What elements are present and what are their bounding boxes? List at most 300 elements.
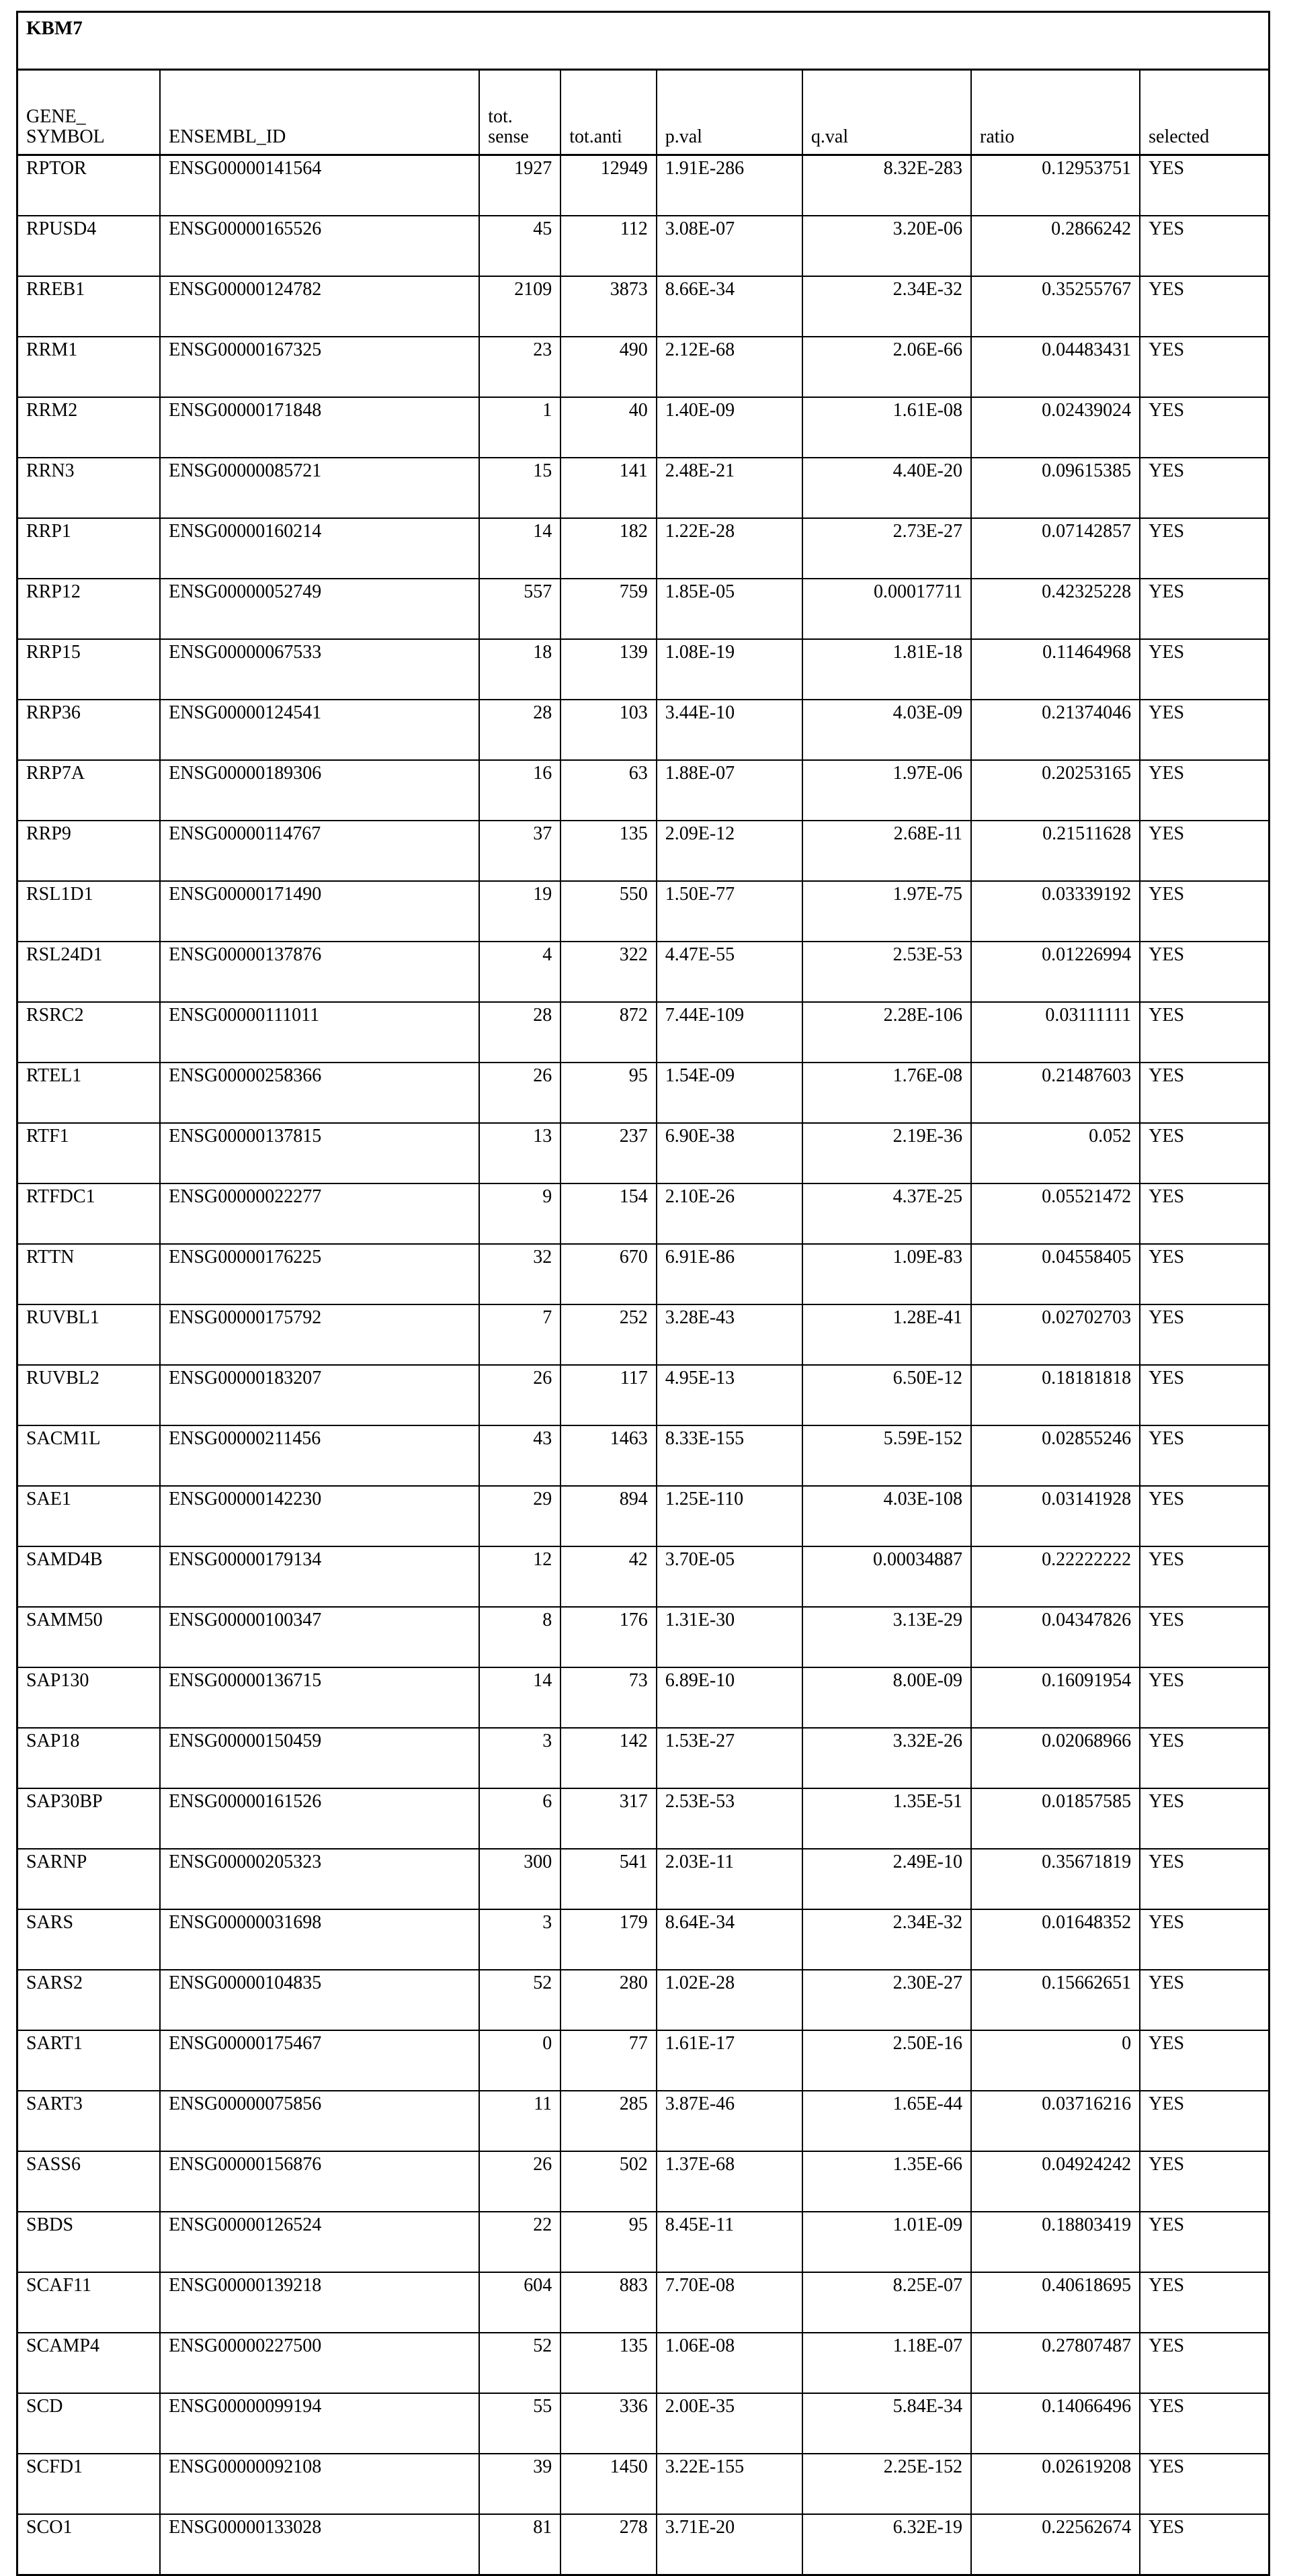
- cell-tot_anti: 1463: [560, 1425, 657, 1486]
- cell-p_val: 3.87E-46: [657, 2091, 802, 2151]
- cell-p_val: 1.50E-77: [657, 881, 802, 942]
- cell-ensembl_id: ENSG00000114767: [160, 821, 479, 881]
- cell-ratio: 0.42325228: [971, 579, 1140, 639]
- cell-gene_symbol: SAP30BP: [17, 1788, 161, 1849]
- column-header-tot-sense-line2: sense: [488, 126, 529, 148]
- cell-ensembl_id: ENSG00000031698: [160, 1909, 479, 1970]
- table-row: [17, 579, 1270, 639]
- cell-ratio: 0.27807487: [971, 2333, 1140, 2393]
- cell-p_val: 4.95E-13: [657, 1365, 802, 1425]
- column-header-p-val-line2: p.val: [665, 126, 702, 148]
- cell-q_val: 1.65E-44: [802, 2091, 971, 2151]
- cell-selected: YES: [1140, 1365, 1269, 1425]
- cell-ratio: 0.03141928: [971, 1486, 1140, 1546]
- column-header-q-val-line2: q.val: [810, 126, 849, 148]
- cell-tot_sense: 12: [479, 1546, 560, 1607]
- cell-tot_sense: 37: [479, 821, 560, 881]
- cell-tot_sense: 28: [479, 700, 560, 760]
- cell-ratio: 0.02068966: [971, 1728, 1140, 1788]
- table-row: [17, 1425, 1270, 1486]
- cell-ensembl_id: ENSG00000142230: [160, 1486, 479, 1546]
- cell-q_val: 2.25E-152: [802, 2454, 971, 2514]
- cell-gene_symbol: SAE1: [17, 1486, 161, 1546]
- cell-ratio: 0.09615385: [971, 458, 1140, 518]
- cell-ratio: 0.04558405: [971, 1244, 1140, 1304]
- cell-tot_anti: 317: [560, 1788, 657, 1849]
- cell-q_val: 5.84E-34: [802, 2393, 971, 2454]
- table-title-row: [17, 12, 1270, 70]
- cell-ensembl_id: ENSG00000104835: [160, 1970, 479, 2030]
- cell-q_val: 2.34E-32: [802, 1909, 971, 1970]
- cell-ratio: 0.35671819: [971, 1849, 1140, 1909]
- cell-ratio: 0.02855246: [971, 1425, 1140, 1486]
- table-row: [17, 1123, 1270, 1183]
- table-row: [17, 1788, 1270, 1849]
- table-row: [17, 216, 1270, 276]
- cell-tot_anti: 759: [560, 579, 657, 639]
- cell-gene_symbol: RRP1: [17, 518, 161, 579]
- cell-selected: YES: [1140, 2393, 1269, 2454]
- cell-q_val: 8.00E-09: [802, 1667, 971, 1728]
- cell-ratio: 0.18803419: [971, 2212, 1140, 2272]
- cell-tot_anti: 550: [560, 881, 657, 942]
- cell-q_val: 3.13E-29: [802, 1607, 971, 1667]
- column-header-gene-symbol-line2: SYMBOL: [26, 126, 105, 148]
- cell-ratio: 0.21487603: [971, 1063, 1140, 1123]
- cell-tot_anti: 154: [560, 1183, 657, 1244]
- cell-q_val: 1.35E-66: [802, 2151, 971, 2212]
- cell-gene_symbol: SARNP: [17, 1849, 161, 1909]
- cell-gene_symbol: SART3: [17, 2091, 161, 2151]
- cell-ensembl_id: ENSG00000175467: [160, 2030, 479, 2091]
- cell-ensembl_id: ENSG00000124541: [160, 700, 479, 760]
- cell-ensembl_id: ENSG00000171848: [160, 397, 479, 458]
- cell-q_val: 1.18E-07: [802, 2333, 971, 2393]
- cell-selected: YES: [1140, 2454, 1269, 2514]
- cell-p_val: 1.06E-08: [657, 2333, 802, 2393]
- cell-tot_sense: 1927: [479, 155, 560, 216]
- cell-selected: YES: [1140, 1123, 1269, 1183]
- cell-p_val: 3.71E-20: [657, 2514, 802, 2575]
- cell-selected: YES: [1140, 2151, 1269, 2212]
- cell-selected: YES: [1140, 2333, 1269, 2393]
- cell-q_val: 2.73E-27: [802, 518, 971, 579]
- cell-q_val: 1.35E-51: [802, 1788, 971, 1849]
- cell-ratio: 0.15662651: [971, 1970, 1140, 2030]
- cell-ensembl_id: ENSG00000100347: [160, 1607, 479, 1667]
- cell-p_val: 2.12E-68: [657, 337, 802, 397]
- cell-q_val: 2.53E-53: [802, 942, 971, 1002]
- cell-selected: YES: [1140, 1546, 1269, 1607]
- cell-ensembl_id: ENSG00000022277: [160, 1183, 479, 1244]
- table-body: [17, 155, 1270, 2575]
- cell-p_val: 1.91E-286: [657, 155, 802, 216]
- column-header-selected: [1140, 70, 1269, 155]
- cell-gene_symbol: RRM1: [17, 337, 161, 397]
- cell-gene_symbol: RRP36: [17, 700, 161, 760]
- cell-ensembl_id: ENSG00000161526: [160, 1788, 479, 1849]
- cell-selected: YES: [1140, 2272, 1269, 2333]
- cell-selected: YES: [1140, 458, 1269, 518]
- cell-ensembl_id: ENSG00000085721: [160, 458, 479, 518]
- cell-tot_anti: 141: [560, 458, 657, 518]
- cell-tot_sense: 300: [479, 1849, 560, 1909]
- cell-ensembl_id: ENSG00000137876: [160, 942, 479, 1002]
- table-row: [17, 639, 1270, 700]
- table-row: [17, 2333, 1270, 2393]
- table-row: [17, 458, 1270, 518]
- cell-ratio: 0.21374046: [971, 700, 1140, 760]
- table-row: [17, 1365, 1270, 1425]
- cell-tot_sense: 13: [479, 1123, 560, 1183]
- cell-gene_symbol: RSL1D1: [17, 881, 161, 942]
- cell-tot_anti: 285: [560, 2091, 657, 2151]
- cell-p_val: 1.88E-07: [657, 760, 802, 821]
- column-header-tot-anti-line2: tot.anti: [569, 126, 622, 148]
- column-header-ratio: [971, 70, 1140, 155]
- table-row: [17, 1849, 1270, 1909]
- cell-q_val: 0.00017711: [802, 579, 971, 639]
- cell-selected: YES: [1140, 2030, 1269, 2091]
- table-row: [17, 2091, 1270, 2151]
- cell-q_val: 4.37E-25: [802, 1183, 971, 1244]
- cell-tot_sense: 18: [479, 639, 560, 700]
- cell-p_val: 4.47E-55: [657, 942, 802, 1002]
- table-row: [17, 337, 1270, 397]
- cell-tot_anti: 176: [560, 1607, 657, 1667]
- cell-tot_sense: 43: [479, 1425, 560, 1486]
- cell-p_val: 2.53E-53: [657, 1788, 802, 1849]
- cell-p_val: 2.48E-21: [657, 458, 802, 518]
- cell-gene_symbol: SBDS: [17, 2212, 161, 2272]
- cell-tot_anti: 3873: [560, 276, 657, 337]
- table-row: [17, 155, 1270, 216]
- cell-ensembl_id: ENSG00000165526: [160, 216, 479, 276]
- cell-q_val: 2.68E-11: [802, 821, 971, 881]
- cell-p_val: 3.70E-05: [657, 1546, 802, 1607]
- cell-tot_anti: 42: [560, 1546, 657, 1607]
- cell-selected: YES: [1140, 2514, 1269, 2575]
- cell-selected: YES: [1140, 1304, 1269, 1365]
- cell-selected: YES: [1140, 1607, 1269, 1667]
- cell-tot_sense: 3: [479, 1728, 560, 1788]
- cell-gene_symbol: RTFDC1: [17, 1183, 161, 1244]
- cell-q_val: 2.50E-16: [802, 2030, 971, 2091]
- cell-tot_anti: 142: [560, 1728, 657, 1788]
- cell-tot_sense: 4: [479, 942, 560, 1002]
- column-header-selected-line2: selected: [1149, 126, 1210, 148]
- cell-selected: YES: [1140, 1970, 1269, 2030]
- cell-q_val: 8.32E-283: [802, 155, 971, 216]
- column-header-q-val: [802, 70, 971, 155]
- table-row: [17, 2212, 1270, 2272]
- cell-tot_sense: 55: [479, 2393, 560, 2454]
- cell-ratio: 0.03716216: [971, 2091, 1140, 2151]
- cell-q_val: 6.32E-19: [802, 2514, 971, 2575]
- cell-selected: YES: [1140, 1425, 1269, 1486]
- cell-p_val: 6.91E-86: [657, 1244, 802, 1304]
- cell-ratio: 0.04924242: [971, 2151, 1140, 2212]
- cell-gene_symbol: RSL24D1: [17, 942, 161, 1002]
- cell-tot_anti: 103: [560, 700, 657, 760]
- table-row: [17, 518, 1270, 579]
- cell-ensembl_id: ENSG00000183207: [160, 1365, 479, 1425]
- cell-ratio: 0.02619208: [971, 2454, 1140, 2514]
- table-row: [17, 1970, 1270, 2030]
- cell-p_val: 2.09E-12: [657, 821, 802, 881]
- cell-ensembl_id: ENSG00000133028: [160, 2514, 479, 2575]
- cell-selected: YES: [1140, 518, 1269, 579]
- cell-gene_symbol: SASS6: [17, 2151, 161, 2212]
- cell-gene_symbol: RRP7A: [17, 760, 161, 821]
- cell-selected: YES: [1140, 881, 1269, 942]
- cell-tot_sense: 1: [479, 397, 560, 458]
- cell-tot_sense: 15: [479, 458, 560, 518]
- cell-tot_anti: 883: [560, 2272, 657, 2333]
- cell-selected: YES: [1140, 216, 1269, 276]
- cell-ratio: 0.03339192: [971, 881, 1140, 942]
- cell-ensembl_id: ENSG00000067533: [160, 639, 479, 700]
- cell-q_val: 2.34E-32: [802, 276, 971, 337]
- cell-tot_anti: 182: [560, 518, 657, 579]
- cell-ensembl_id: ENSG00000126524: [160, 2212, 479, 2272]
- cell-p_val: 1.54E-09: [657, 1063, 802, 1123]
- cell-tot_sense: 9: [479, 1183, 560, 1244]
- cell-selected: YES: [1140, 1728, 1269, 1788]
- cell-q_val: 5.59E-152: [802, 1425, 971, 1486]
- cell-tot_anti: 278: [560, 2514, 657, 2575]
- cell-tot_anti: 73: [560, 1667, 657, 1728]
- cell-selected: YES: [1140, 1788, 1269, 1849]
- table-row: [17, 1244, 1270, 1304]
- cell-tot_sense: 8: [479, 1607, 560, 1667]
- cell-tot_anti: 252: [560, 1304, 657, 1365]
- cell-tot_anti: 139: [560, 639, 657, 700]
- cell-p_val: 1.61E-17: [657, 2030, 802, 2091]
- cell-p_val: 1.53E-27: [657, 1728, 802, 1788]
- column-header-ensembl-id-line2: ENSEMBL_ID: [169, 126, 286, 148]
- cell-selected: YES: [1140, 639, 1269, 700]
- cell-tot_anti: 135: [560, 2333, 657, 2393]
- cell-selected: YES: [1140, 276, 1269, 337]
- table-header-row: [17, 70, 1270, 155]
- cell-tot_anti: 112: [560, 216, 657, 276]
- cell-p_val: 7.70E-08: [657, 2272, 802, 2333]
- cell-ratio: 0.18181818: [971, 1365, 1140, 1425]
- table-row: [17, 1667, 1270, 1728]
- cell-tot_anti: 336: [560, 2393, 657, 2454]
- cell-selected: YES: [1140, 1002, 1269, 1063]
- cell-tot_anti: 40: [560, 397, 657, 458]
- cell-selected: YES: [1140, 1063, 1269, 1123]
- cell-ensembl_id: ENSG00000179134: [160, 1546, 479, 1607]
- cell-ratio: 0.04483431: [971, 337, 1140, 397]
- cell-gene_symbol: SAMM50: [17, 1607, 161, 1667]
- cell-gene_symbol: RSRC2: [17, 1002, 161, 1063]
- cell-gene_symbol: RRP12: [17, 579, 161, 639]
- cell-selected: YES: [1140, 155, 1269, 216]
- table-row: [17, 1486, 1270, 1546]
- cell-tot_anti: 77: [560, 2030, 657, 2091]
- cell-ensembl_id: ENSG00000092108: [160, 2454, 479, 2514]
- cell-q_val: 2.06E-66: [802, 337, 971, 397]
- cell-selected: YES: [1140, 397, 1269, 458]
- cell-gene_symbol: RRP15: [17, 639, 161, 700]
- table-row: [17, 2393, 1270, 2454]
- cell-tot_anti: 502: [560, 2151, 657, 2212]
- column-header-tot-sense-line1: tot.: [488, 106, 513, 127]
- cell-ensembl_id: ENSG00000139218: [160, 2272, 479, 2333]
- cell-selected: YES: [1140, 2212, 1269, 2272]
- table-row: [17, 1183, 1270, 1244]
- table-row: [17, 1304, 1270, 1365]
- cell-tot_sense: 26: [479, 2151, 560, 2212]
- cell-ensembl_id: ENSG00000175792: [160, 1304, 479, 1365]
- cell-tot_sense: 39: [479, 2454, 560, 2514]
- cell-p_val: 1.85E-05: [657, 579, 802, 639]
- table-row: [17, 2272, 1270, 2333]
- cell-q_val: 0.00034887: [802, 1546, 971, 1607]
- cell-selected: YES: [1140, 1183, 1269, 1244]
- cell-tot_sense: 11: [479, 2091, 560, 2151]
- column-header-tot-anti: [560, 70, 657, 155]
- cell-selected: YES: [1140, 1486, 1269, 1546]
- cell-gene_symbol: RUVBL1: [17, 1304, 161, 1365]
- column-header-tot-sense: [479, 70, 560, 155]
- cell-tot_sense: 52: [479, 2333, 560, 2393]
- table-row: [17, 2030, 1270, 2091]
- cell-gene_symbol: RREB1: [17, 276, 161, 337]
- cell-gene_symbol: RRP9: [17, 821, 161, 881]
- cell-tot_anti: 322: [560, 942, 657, 1002]
- cell-p_val: 1.25E-110: [657, 1486, 802, 1546]
- cell-ratio: 0.20253165: [971, 760, 1140, 821]
- cell-q_val: 2.30E-27: [802, 1970, 971, 2030]
- cell-tot_sense: 604: [479, 2272, 560, 2333]
- cell-ratio: 0.11464968: [971, 639, 1140, 700]
- cell-gene_symbol: RPUSD4: [17, 216, 161, 276]
- cell-ratio: 0.40618695: [971, 2272, 1140, 2333]
- cell-ensembl_id: ENSG00000141564: [160, 155, 479, 216]
- cell-selected: YES: [1140, 760, 1269, 821]
- cell-q_val: 1.81E-18: [802, 639, 971, 700]
- cell-selected: YES: [1140, 821, 1269, 881]
- cell-tot_sense: 26: [479, 1063, 560, 1123]
- cell-tot_anti: 280: [560, 1970, 657, 2030]
- cell-p_val: 3.44E-10: [657, 700, 802, 760]
- cell-q_val: 4.03E-108: [802, 1486, 971, 1546]
- cell-gene_symbol: SAP130: [17, 1667, 161, 1728]
- cell-q_val: 1.76E-08: [802, 1063, 971, 1123]
- cell-tot_anti: 95: [560, 1063, 657, 1123]
- cell-ensembl_id: ENSG00000052749: [160, 579, 479, 639]
- cell-ratio: 0.02439024: [971, 397, 1140, 458]
- cell-gene_symbol: RRN3: [17, 458, 161, 518]
- cell-gene_symbol: SCO1: [17, 2514, 161, 2575]
- cell-tot_anti: 490: [560, 337, 657, 397]
- cell-p_val: 1.22E-28: [657, 518, 802, 579]
- column-header-ratio-line2: ratio: [980, 126, 1015, 148]
- cell-ratio: 0.2866242: [971, 216, 1140, 276]
- cell-ensembl_id: ENSG00000167325: [160, 337, 479, 397]
- cell-q_val: 8.25E-07: [802, 2272, 971, 2333]
- cell-q_val: 1.61E-08: [802, 397, 971, 458]
- cell-gene_symbol: RTTN: [17, 1244, 161, 1304]
- cell-selected: YES: [1140, 700, 1269, 760]
- cell-ensembl_id: ENSG00000099194: [160, 2393, 479, 2454]
- cell-gene_symbol: SCAMP4: [17, 2333, 161, 2393]
- cell-gene_symbol: SCD: [17, 2393, 161, 2454]
- table-head: [17, 12, 1270, 155]
- cell-tot_anti: 135: [560, 821, 657, 881]
- cell-ensembl_id: ENSG00000137815: [160, 1123, 479, 1183]
- cell-p_val: 6.89E-10: [657, 1667, 802, 1728]
- cell-ensembl_id: ENSG00000205323: [160, 1849, 479, 1909]
- cell-gene_symbol: SAMD4B: [17, 1546, 161, 1607]
- cell-q_val: 4.40E-20: [802, 458, 971, 518]
- cell-ensembl_id: ENSG00000075856: [160, 2091, 479, 2151]
- cell-tot_anti: 872: [560, 1002, 657, 1063]
- cell-p_val: 8.45E-11: [657, 2212, 802, 2272]
- cell-p_val: 7.44E-109: [657, 1002, 802, 1063]
- cell-tot_sense: 81: [479, 2514, 560, 2575]
- cell-gene_symbol: SCAF11: [17, 2272, 161, 2333]
- cell-q_val: 1.28E-41: [802, 1304, 971, 1365]
- column-header-gene-symbol-line1: GENE_: [26, 106, 86, 127]
- table-row: [17, 1546, 1270, 1607]
- table-row: [17, 881, 1270, 942]
- cell-ensembl_id: ENSG00000211456: [160, 1425, 479, 1486]
- cell-gene_symbol: SART1: [17, 2030, 161, 2091]
- cell-q_val: 2.19E-36: [802, 1123, 971, 1183]
- cell-p_val: 2.00E-35: [657, 2393, 802, 2454]
- cell-ratio: 0.05521472: [971, 1183, 1140, 1244]
- cell-p_val: 3.28E-43: [657, 1304, 802, 1365]
- table-row: [17, 821, 1270, 881]
- cell-ratio: 0.35255767: [971, 276, 1140, 337]
- cell-gene_symbol: RPTOR: [17, 155, 161, 216]
- cell-p_val: 8.33E-155: [657, 1425, 802, 1486]
- cell-tot_sense: 7: [479, 1304, 560, 1365]
- cell-selected: YES: [1140, 1244, 1269, 1304]
- cell-p_val: 6.90E-38: [657, 1123, 802, 1183]
- cell-gene_symbol: RTF1: [17, 1123, 161, 1183]
- cell-ratio: 0.12953751: [971, 155, 1140, 216]
- table-row: [17, 276, 1270, 337]
- cell-tot_anti: 95: [560, 2212, 657, 2272]
- cell-q_val: 1.09E-83: [802, 1244, 971, 1304]
- cell-ensembl_id: ENSG00000156876: [160, 2151, 479, 2212]
- cell-selected: YES: [1140, 579, 1269, 639]
- cell-line-title: KBM7: [17, 12, 1270, 70]
- cell-q_val: 2.49E-10: [802, 1849, 971, 1909]
- cell-selected: YES: [1140, 1909, 1269, 1970]
- cell-p_val: 8.64E-34: [657, 1909, 802, 1970]
- cell-selected: YES: [1140, 2091, 1269, 2151]
- table-row: [17, 1002, 1270, 1063]
- cell-ratio: 0.14066496: [971, 2393, 1140, 2454]
- cell-selected: YES: [1140, 1667, 1269, 1728]
- cell-gene_symbol: RTEL1: [17, 1063, 161, 1123]
- cell-tot_sense: 22: [479, 2212, 560, 2272]
- cell-gene_symbol: SARS: [17, 1909, 161, 1970]
- table-row: [17, 2514, 1270, 2575]
- cell-tot_anti: 237: [560, 1123, 657, 1183]
- cell-tot_anti: 179: [560, 1909, 657, 1970]
- cell-ensembl_id: ENSG00000171490: [160, 881, 479, 942]
- cell-gene_symbol: RRM2: [17, 397, 161, 458]
- cell-tot_sense: 28: [479, 1002, 560, 1063]
